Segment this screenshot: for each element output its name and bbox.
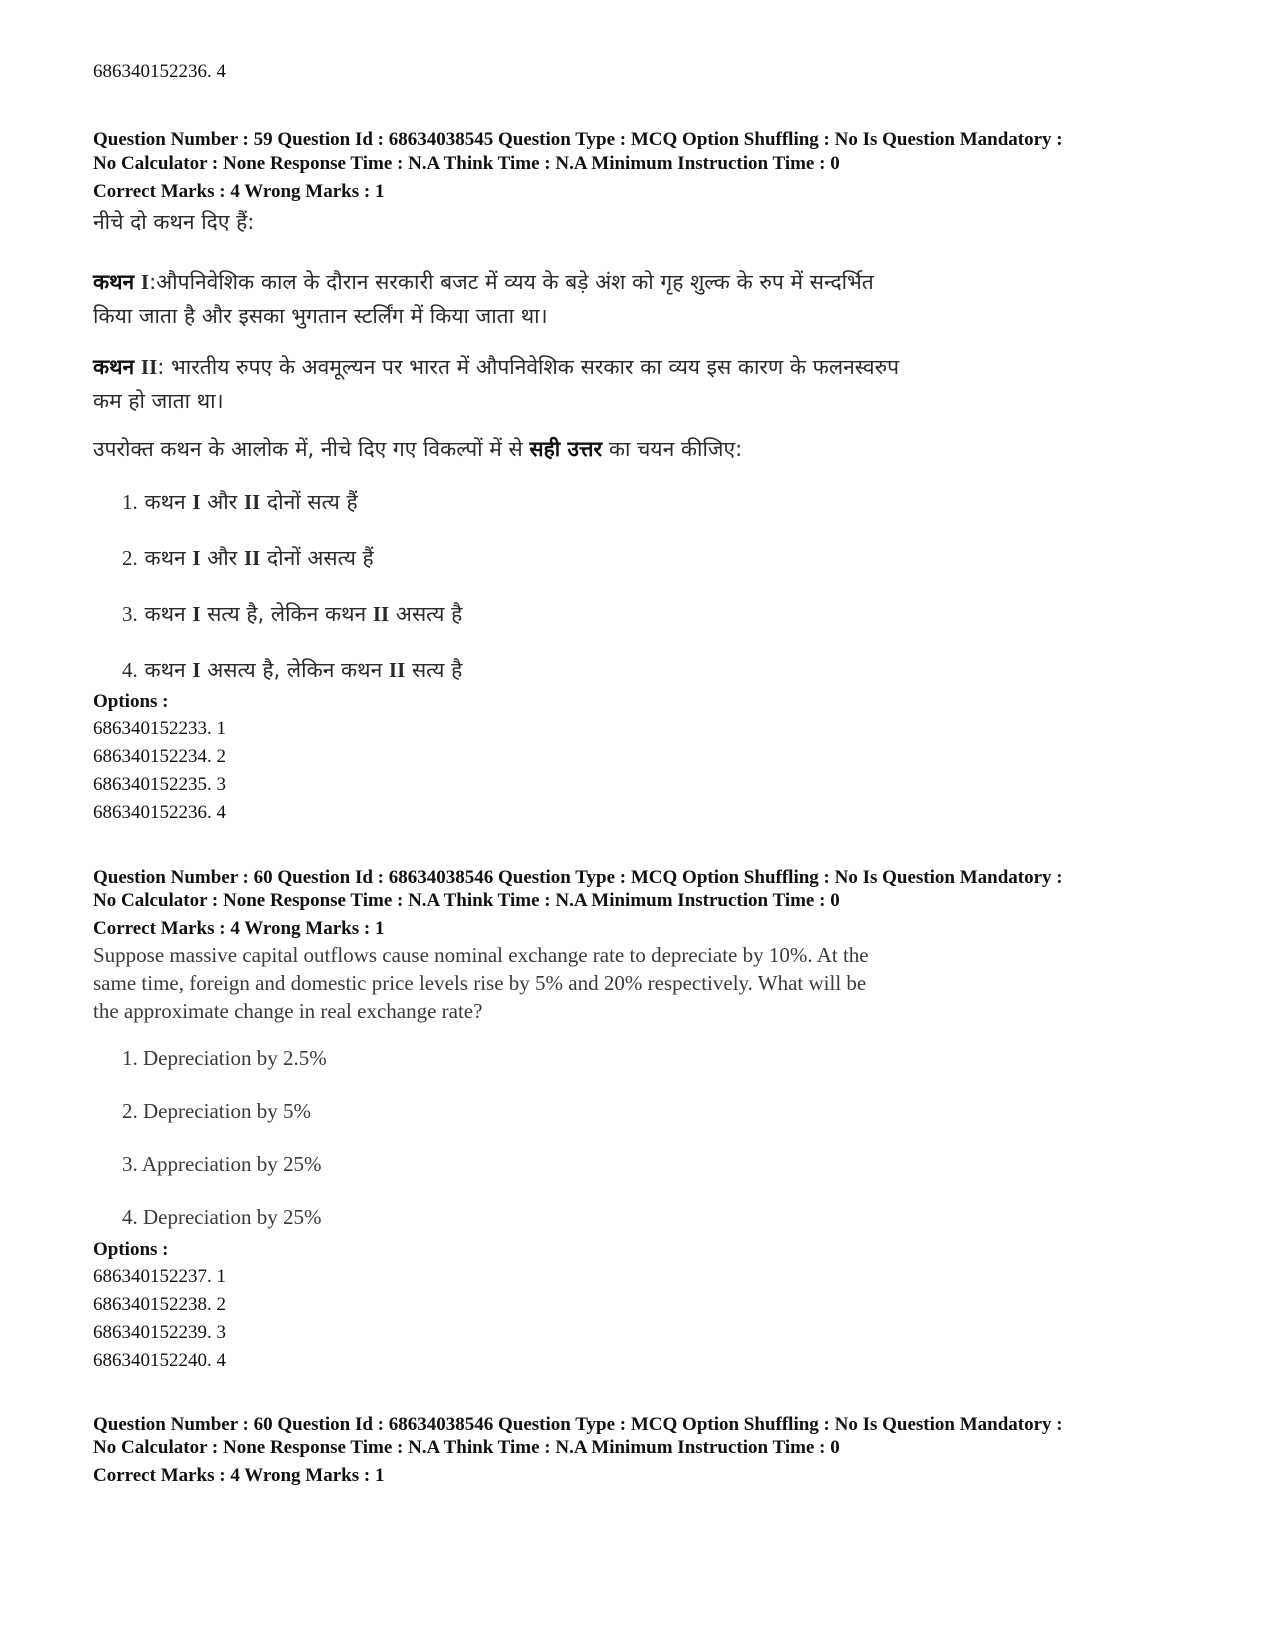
statement-2-label: कथन bbox=[93, 355, 135, 379]
q60-choice-3: 3. Appreciation by 25% bbox=[122, 1152, 322, 1176]
instruction-prefix: उपरोक्त कथन के आलोक में, नीचे दिए गए विकल्पों में से bbox=[93, 437, 523, 461]
q60-option-id-4: 686340152240. 4 bbox=[93, 1350, 226, 1371]
q59-intro: नीचे दो कथन दिए हैं: bbox=[93, 210, 255, 234]
statement-1-text: :औपनिवेशिक काल के दौरान सरकारी बजट में व्यय के बड़े अंश को गृह शुल्क के रुप में सन्दर्भित किया जाता है और इसका भुगतान स्टर्लिंग में किया जाता था। bbox=[93, 270, 874, 328]
statement-1-label: कथन bbox=[93, 270, 135, 294]
q59-option-id-3: 686340152235. 3 bbox=[93, 774, 226, 795]
choice-text: दोनों सत्य हैं bbox=[267, 490, 358, 514]
instruction-bold: सही उत्तर bbox=[529, 437, 603, 461]
choice-text: और bbox=[207, 546, 238, 570]
choice-text: कथन bbox=[144, 658, 186, 682]
q60-choice-1: 1. Depreciation by 2.5% bbox=[122, 1046, 327, 1070]
statement-2-number: II bbox=[140, 355, 158, 379]
choice-text: और bbox=[207, 490, 238, 514]
q59-choice-2 bbox=[122, 544, 374, 572]
q59-statement-2 bbox=[93, 350, 913, 418]
q60-option-id-2: 686340152238. 2 bbox=[93, 1294, 226, 1315]
choice-number: 3. bbox=[122, 602, 138, 626]
q59-instruction bbox=[93, 432, 993, 466]
q60b-meta-line1: Question Number : 60 Question Id : 68634038546 Question Type : MCQ Option Shuffling : No Is Question Mandatory : bbox=[93, 1414, 1063, 1435]
q60-choice-4: 4. Depreciation by 25% bbox=[122, 1205, 322, 1229]
choice-text: सत्य है bbox=[411, 658, 463, 682]
instruction-suffix: का चयन कीजिए: bbox=[608, 437, 743, 461]
q59-option-id-4: 686340152236. 4 bbox=[93, 802, 226, 823]
q60b-meta-line2: No Calculator : None Response Time : N.A Think Time : N.A Minimum Instruction Time : 0 bbox=[93, 1437, 840, 1458]
statement-2-text: : भारतीय रुपए के अवमूल्यन पर भारत में औपनिवेशिक सरकार का व्यय इस कारण के फलनस्वरुप कम हो जाता था। bbox=[93, 355, 900, 413]
choice-number: 1. bbox=[122, 490, 138, 514]
choice-roman: II bbox=[243, 546, 261, 570]
q59-statement-1 bbox=[93, 265, 913, 333]
choice-roman: I bbox=[192, 658, 201, 682]
q60-marks: Correct Marks : 4 Wrong Marks : 1 bbox=[93, 918, 385, 939]
q59-meta-line1: Question Number : 59 Question Id : 68634038545 Question Type : MCQ Option Shuffling : No Is Question Mandatory : bbox=[93, 129, 1063, 150]
choice-roman: II bbox=[372, 602, 390, 626]
choice-number: 4. bbox=[122, 658, 138, 682]
choice-text: असत्य है bbox=[395, 602, 463, 626]
choice-text: कथन bbox=[144, 490, 186, 514]
choice-roman: I bbox=[192, 490, 201, 514]
q59-option-id-1: 686340152233. 1 bbox=[93, 718, 226, 739]
q60-option-id-3: 686340152239. 3 bbox=[93, 1322, 226, 1343]
q60-question-text: Suppose massive capital outflows cause nominal exchange rate to depreciate by 10%. At the same time, foreign and domestic price levels rise by 5% and 20% respectively. What will be the approximate change in real exchange rate? bbox=[93, 943, 869, 1023]
q60b-marks: Correct Marks : 4 Wrong Marks : 1 bbox=[93, 1465, 385, 1486]
q60-meta-line1: Question Number : 60 Question Id : 68634038546 Question Type : MCQ Option Shuffling : No Is Question Mandatory : bbox=[93, 867, 1063, 888]
choice-text: कथन bbox=[144, 546, 186, 570]
choice-text: दोनों असत्य हैं bbox=[267, 546, 374, 570]
choice-roman: II bbox=[243, 490, 261, 514]
choice-number: 2. bbox=[122, 546, 138, 570]
q59-option-id-2: 686340152234. 2 bbox=[93, 746, 226, 767]
q59-choice-4 bbox=[122, 656, 462, 684]
choice-text: कथन bbox=[144, 602, 186, 626]
q59-choice-1 bbox=[122, 488, 358, 516]
choice-text: असत्य है, लेकिन कथन bbox=[207, 658, 383, 682]
statement-1-number: I bbox=[140, 270, 150, 294]
q59-choice-3 bbox=[122, 600, 462, 628]
choice-roman: I bbox=[192, 546, 201, 570]
q60-meta-line2: No Calculator : None Response Time : N.A Think Time : N.A Minimum Instruction Time : 0 bbox=[93, 890, 840, 911]
q59-meta-line2: No Calculator : None Response Time : N.A Think Time : N.A Minimum Instruction Time : 0 bbox=[93, 153, 840, 174]
previous-option-line: 686340152236. 4 bbox=[93, 61, 226, 82]
choice-roman: I bbox=[192, 602, 201, 626]
q60-options-label: Options : bbox=[93, 1239, 169, 1260]
q59-marks: Correct Marks : 4 Wrong Marks : 1 bbox=[93, 181, 385, 202]
q60-option-id-1: 686340152237. 1 bbox=[93, 1266, 226, 1287]
choice-roman: II bbox=[388, 658, 406, 682]
choice-text: सत्य है, लेकिन कथन bbox=[207, 602, 367, 626]
q60-choice-2: 2. Depreciation by 5% bbox=[122, 1099, 311, 1123]
q59-options-label: Options : bbox=[93, 691, 169, 712]
